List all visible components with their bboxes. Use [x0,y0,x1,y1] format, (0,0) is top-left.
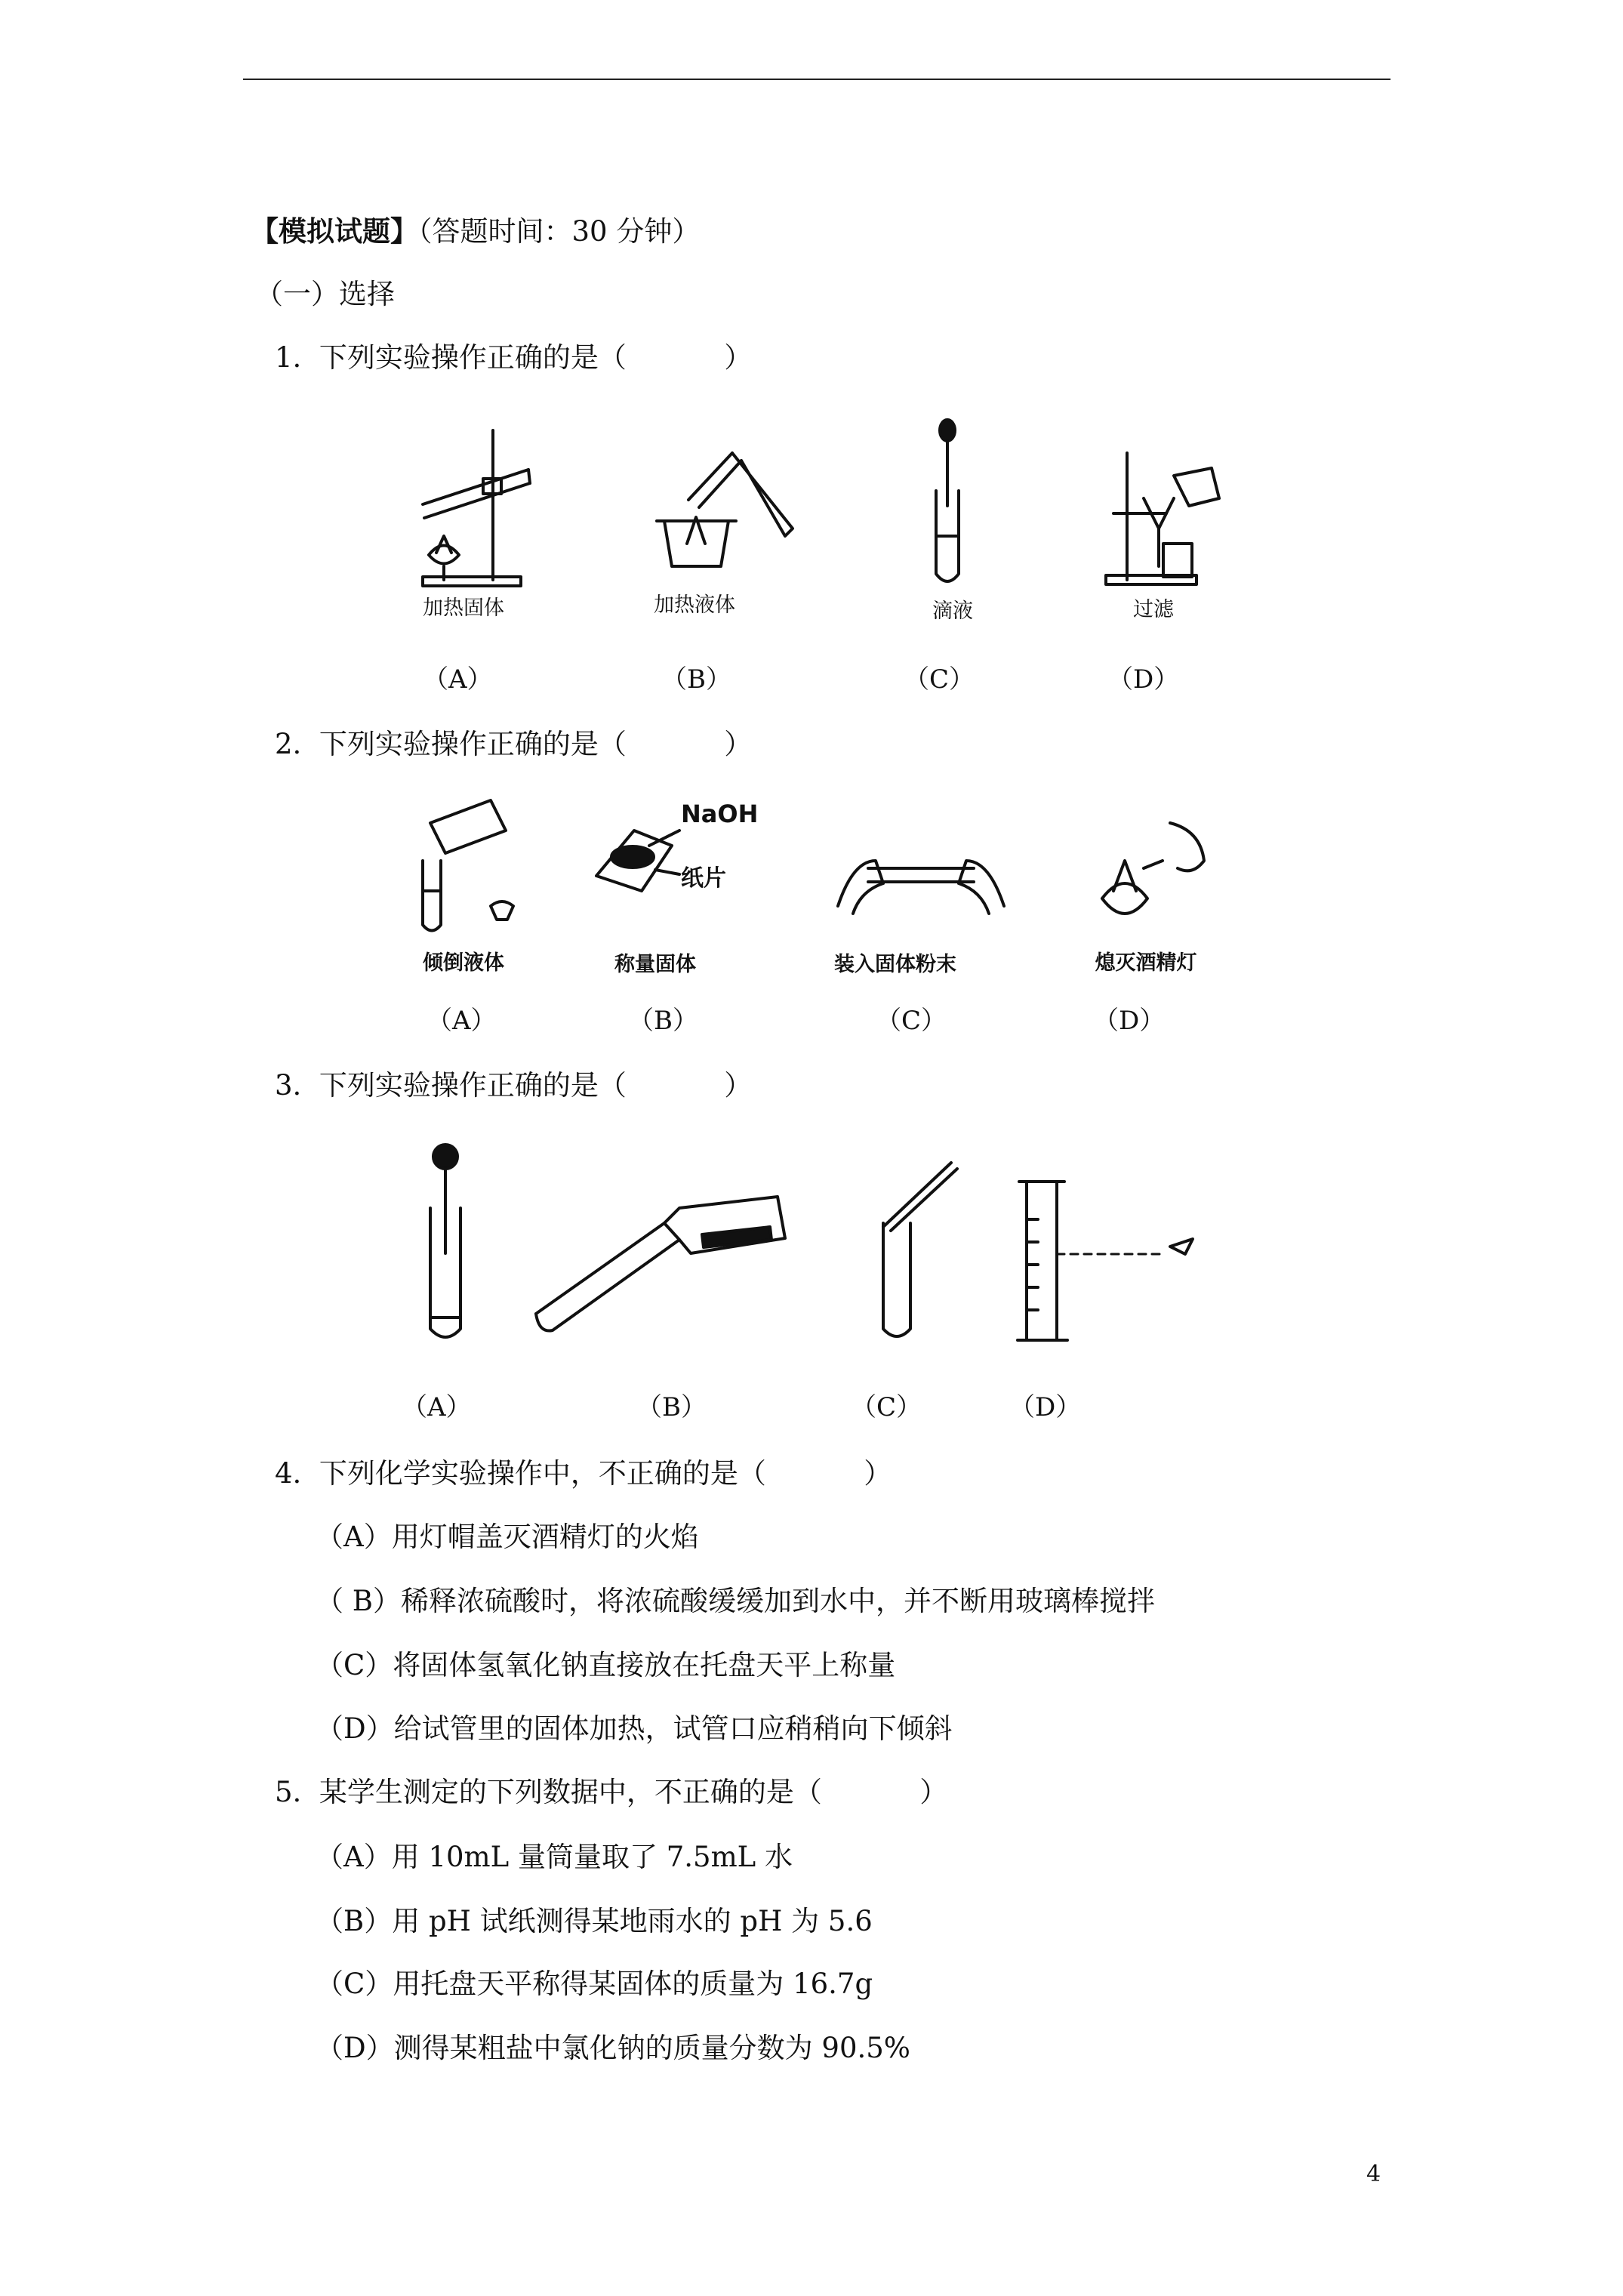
q5-option-b: （B）用 pH 试纸测得某地雨水的 pH 为 5.6 [316,1905,873,1937]
q2-caption-a: 倾倒液体 [423,951,504,975]
page-title [251,213,700,250]
q2-label-c: （C） [876,1006,947,1036]
title-bold: 【模拟试题】 [251,214,418,248]
q5-option-d: （D）测得某粗盐中氯化钠的质量分数为 90.5% [316,2032,910,2064]
question-4-stem: 4. 下列化学实验操作中，不正确的是（ ） [275,1457,892,1490]
q4-option-d: （D）给试管里的固体加热，试管口应稍稍向下倾斜 [316,1712,953,1745]
q1-label-a: （A） [423,664,493,695]
q4-option-a: （A）用灯帽盖灭酒精灯的火焰 [316,1521,699,1553]
q3-label-b: （B） [636,1392,707,1422]
q2-figure-c-adding-powder [830,838,1012,921]
q3-label-d: （D） [1009,1392,1082,1422]
q2-caption-d: 熄灭酒精灯 [1095,951,1197,975]
title-time: （答题时间：30 分钟） [418,215,701,248]
question-2-stem: 2. 下列实验操作正确的是（ ） [275,728,753,760]
page-number: 4 [1366,2161,1381,2187]
q5-option-a: （A）用 10mL 量筒量取了 7.5mL 水 [316,1841,793,1873]
q4-option-b: （ B）稀释浓硫酸时，将浓硫酸缓缓加到水中，并不断用玻璃棒搅拌 [316,1585,1155,1617]
q2-label-d: （D） [1093,1006,1166,1036]
q1-caption-c: 滴液 [932,599,973,623]
q3-label-c: （C） [851,1392,922,1422]
q2-figure-d-extinguishing [1087,815,1215,936]
question-1-stem: 1. 下列实验操作正确的是（ ） [275,341,753,374]
q1-label-b: （B） [661,664,731,695]
q3-label-a: （A） [402,1392,472,1422]
q1-label-c: （C） [904,664,975,695]
q3-figure-a-dropper-in-tube [419,1140,472,1344]
q3-figure-c-tube-with-spatula [861,1155,966,1344]
q2-label-a: （A） [427,1006,497,1036]
q1-label-d: （D） [1107,664,1180,695]
question-3-stem: 3. 下列实验操作正确的是（ ） [275,1069,753,1102]
q1-figure-a-heating-solid [408,423,536,589]
section-heading: （一）选择 [255,278,395,310]
q5-option-c: （C）用托盘天平称得某固体的质量为 16.7g [316,1968,873,2000]
q3-figure-d-graduated-cylinder [1012,1174,1208,1348]
q2-figure-a-pouring [408,793,536,936]
q3-figure-b-pouring-into-tube [528,1193,793,1344]
q1-figure-b-heating-liquid [649,430,800,581]
q2-figure-b-weighing [589,815,679,898]
header-rule [243,79,1390,80]
q2-annotation-naoh: NaOH [681,800,759,828]
q1-figure-d-filtering [1098,445,1234,589]
q1-caption-b: 加热液体 [654,593,735,617]
q2-label-b: （B） [628,1006,698,1036]
q1-caption-d: 过滤 [1133,598,1174,621]
q1-caption-a: 加热固体 [423,596,504,620]
q2-annotation-paper: 纸片 [681,865,726,892]
question-5-stem: 5. 某学生测定的下列数据中，不正确的是（ ） [275,1776,948,1808]
q2-caption-b: 称量固体 [614,953,696,976]
q2-caption-c: 装入固体粉末 [834,953,956,976]
q4-option-c: （C）将固体氢氧化钠直接放在托盘天平上称量 [316,1649,896,1681]
q1-figure-c-dropping [921,415,974,596]
